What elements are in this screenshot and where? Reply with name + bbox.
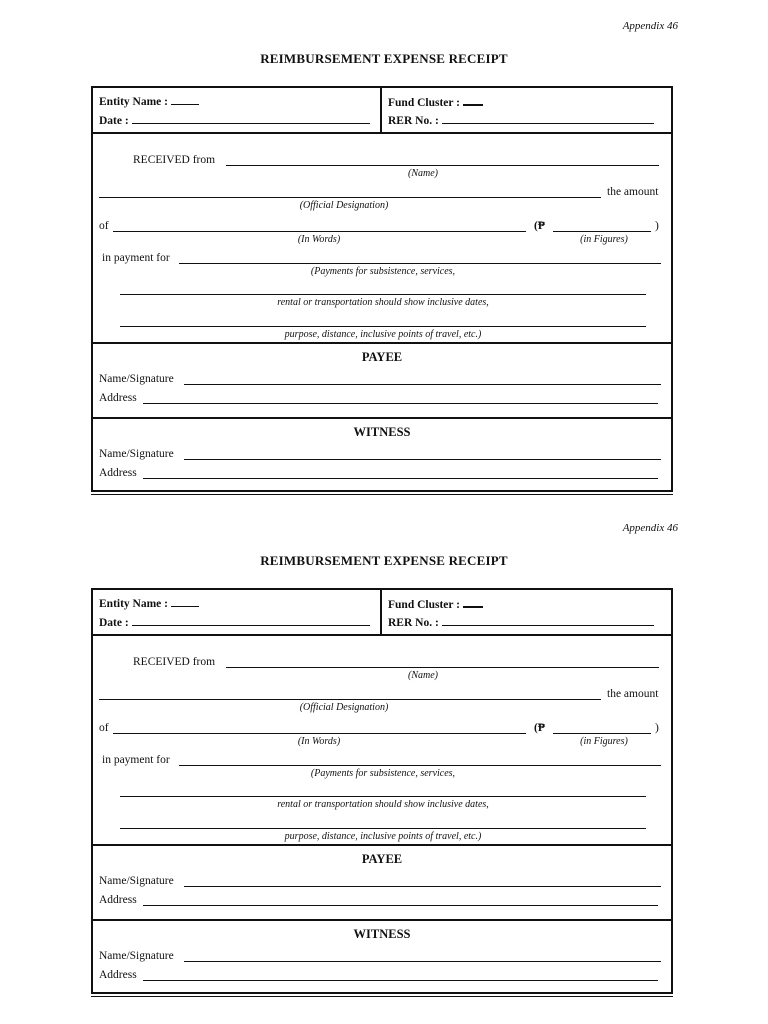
peso-sign-open: (₱ (534, 722, 545, 734)
fund-cluster-label: Fund Cluster : (388, 599, 460, 611)
amount-in-words-field[interactable] (113, 231, 526, 232)
rer-no-field[interactable] (442, 615, 654, 626)
payee-title: PAYEE (361, 350, 403, 364)
payment-for-field-1[interactable] (179, 263, 661, 264)
fund-cluster-row (388, 596, 483, 611)
the-amount-label: the amount (607, 688, 659, 700)
payment-caption-1: (Payments for subsistence, services, (310, 266, 456, 277)
rer-no-field[interactable] (442, 113, 654, 124)
payment-caption-3: purpose, distance, inclusive points of travel, etc.) (284, 329, 482, 340)
payee-section (93, 344, 671, 419)
receipt-form-2 (0, 502, 768, 1002)
received-from-name-field[interactable] (226, 165, 659, 166)
entity-name-label: Entity Name : (99, 96, 168, 108)
witness-section (93, 419, 671, 490)
official-designation-caption: (Official Designation) (299, 200, 389, 211)
payee-name-signature-field[interactable] (184, 384, 661, 385)
payment-for-field-3[interactable] (120, 326, 646, 327)
entity-name-row (99, 596, 199, 610)
header-left-cell (93, 88, 382, 134)
witness-address-field[interactable] (143, 980, 658, 981)
received-from-label: RECEIVED from (133, 656, 216, 668)
fund-cluster-row (388, 94, 483, 109)
payment-caption-3: purpose, distance, inclusive points of travel, etc.) (284, 831, 482, 842)
payment-for-field-2[interactable] (120, 294, 646, 295)
date-label: Date : (99, 617, 129, 629)
in-payment-for-label: in payment for (102, 754, 170, 766)
peso-sign-open: (₱ (534, 220, 545, 232)
rer-no-row (388, 615, 654, 629)
in-words-caption: (In Words) (297, 736, 341, 747)
form-title: REIMBURSEMENT EXPENSE RECEIPT (260, 51, 508, 66)
payee-title: PAYEE (361, 852, 403, 866)
the-amount-label: the amount (607, 186, 659, 198)
payment-for-field-1[interactable] (179, 765, 661, 766)
payment-caption-2: rental or transportation should show inclusive dates, (277, 297, 489, 308)
official-designation-field[interactable] (99, 197, 601, 198)
form-box (91, 86, 673, 492)
of-label: of (99, 220, 109, 232)
witness-name-label: Name/Signature (99, 448, 174, 460)
witness-title: WITNESS (353, 927, 411, 941)
date-label: Date : (99, 115, 129, 127)
payee-address-field[interactable] (143, 403, 658, 404)
form-title: REIMBURSEMENT EXPENSE RECEIPT (260, 553, 508, 568)
appendix-label: Appendix 46 (622, 20, 678, 32)
witness-title: WITNESS (353, 425, 411, 439)
date-field[interactable] (132, 113, 370, 124)
witness-name-signature-field[interactable] (184, 961, 661, 962)
payee-address-field[interactable] (143, 905, 658, 906)
header-left-cell (93, 590, 382, 636)
of-label: of (99, 722, 109, 734)
date-field[interactable] (132, 615, 370, 626)
in-figures-caption: (in Figures) (580, 234, 628, 245)
witness-address-label: Address (99, 969, 137, 981)
witness-address-field[interactable] (143, 478, 658, 479)
entity-name-field[interactable] (171, 596, 199, 607)
receipt-body (93, 636, 671, 846)
header-right-cell (382, 88, 671, 134)
fund-cluster-label: Fund Cluster : (388, 97, 460, 109)
payee-address-label: Address (99, 894, 137, 906)
amount-in-figures-field[interactable] (553, 231, 651, 232)
payment-for-field-2[interactable] (120, 796, 646, 797)
rer-no-label: RER No. : (388, 115, 439, 127)
payment-caption-1: (Payments for subsistence, services, (310, 768, 456, 779)
witness-address-label: Address (99, 467, 137, 479)
receipt-body (93, 134, 671, 344)
form-box (91, 588, 673, 994)
amount-in-figures-field[interactable] (553, 733, 651, 734)
peso-close-paren: ) (655, 722, 659, 734)
payee-name-label: Name/Signature (99, 875, 174, 887)
rer-no-row (388, 113, 654, 127)
entity-name-field[interactable] (171, 94, 199, 105)
header-right-cell (382, 590, 671, 636)
official-designation-caption: (Official Designation) (299, 702, 389, 713)
name-caption: (Name) (408, 670, 438, 681)
payment-for-field-3[interactable] (120, 828, 646, 829)
date-row (99, 113, 370, 127)
in-words-caption: (In Words) (297, 234, 341, 245)
received-from-name-field[interactable] (226, 667, 659, 668)
receipt-form-1 (0, 0, 768, 500)
name-caption: (Name) (408, 168, 438, 179)
payee-name-signature-field[interactable] (184, 886, 661, 887)
in-figures-caption: (in Figures) (580, 736, 628, 747)
witness-section (93, 921, 671, 992)
rer-no-label: RER No. : (388, 617, 439, 629)
peso-close-paren: ) (655, 220, 659, 232)
payee-section (93, 846, 671, 921)
witness-name-signature-field[interactable] (184, 459, 661, 460)
in-payment-for-label: in payment for (102, 252, 170, 264)
entity-name-row (99, 94, 199, 108)
fund-cluster-field[interactable] (463, 94, 483, 106)
payment-caption-2: rental or transportation should show inclusive dates, (277, 799, 489, 810)
date-row (99, 615, 370, 629)
fund-cluster-field[interactable] (463, 596, 483, 608)
payee-address-label: Address (99, 392, 137, 404)
official-designation-field[interactable] (99, 699, 601, 700)
appendix-label: Appendix 46 (622, 522, 678, 534)
witness-name-label: Name/Signature (99, 950, 174, 962)
payee-name-label: Name/Signature (99, 373, 174, 385)
entity-name-label: Entity Name : (99, 598, 168, 610)
amount-in-words-field[interactable] (113, 733, 526, 734)
received-from-label: RECEIVED from (133, 154, 216, 166)
